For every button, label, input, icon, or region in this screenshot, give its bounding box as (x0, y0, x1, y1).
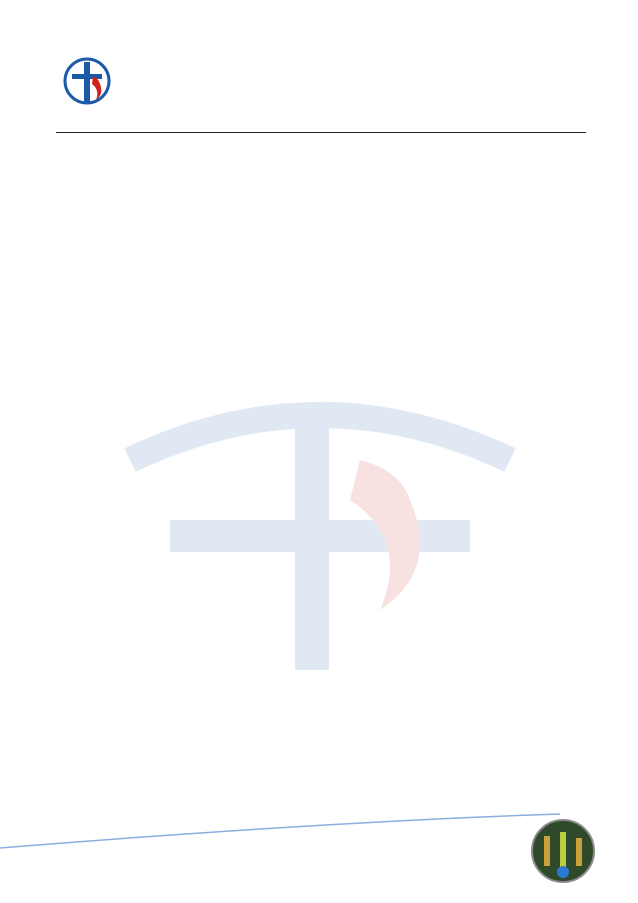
church-logo (62, 54, 112, 112)
photo-badge (530, 818, 596, 884)
section-pendahuluan-heading (78, 318, 112, 333)
letterhead (56, 50, 586, 130)
section-tujuan-heading (80, 494, 114, 509)
header-rule (56, 132, 586, 133)
